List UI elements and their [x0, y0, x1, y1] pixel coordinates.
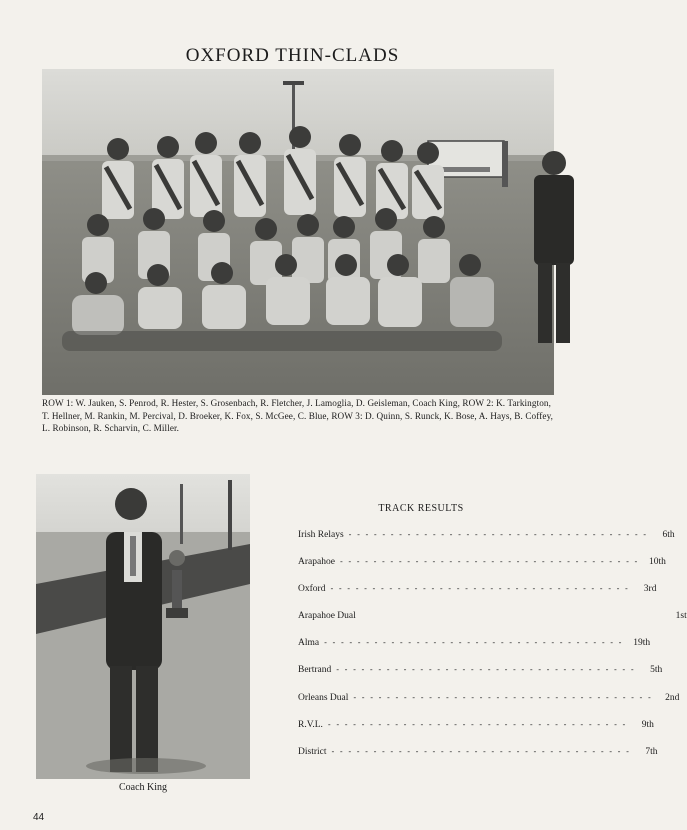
- track-results-title: TRACK RESULTS: [378, 503, 464, 514]
- track-results-list: [298, 530, 687, 774]
- result-meet: Orleans Dual: [298, 692, 349, 703]
- result-meet: Oxford: [298, 584, 326, 595]
- result-row: [298, 611, 687, 638]
- result-place: 3rd: [643, 584, 657, 595]
- result-meet: Irish Relays: [298, 530, 344, 540]
- coach-photo: [36, 474, 250, 779]
- result-place: 9th: [641, 719, 654, 730]
- result-row: [298, 584, 657, 611]
- leader-dashes: ------------------------------------: [323, 638, 627, 648]
- result-meet: Bertrand: [298, 665, 332, 676]
- leader-dashes: ------------------------------------: [335, 665, 639, 675]
- result-place: 5th: [650, 665, 663, 676]
- result-row: [298, 665, 663, 692]
- result-place: 6th: [662, 530, 675, 540]
- result-row: [298, 719, 654, 747]
- result-meet: Arapahoe Dual: [298, 611, 356, 622]
- team-photo: [42, 69, 554, 395]
- leader-dashes: ------------------------------------: [330, 746, 634, 756]
- result-meet: Arapahoe: [298, 557, 335, 568]
- result-row: [298, 530, 675, 557]
- page-title: OXFORD THIN-CLADS: [185, 44, 400, 66]
- coach-photo-caption: Coach King: [118, 782, 168, 793]
- leader-dashes: ------------------------------------: [326, 719, 630, 729]
- result-place: 7th: [645, 746, 658, 757]
- leader-dashes: ------------------------------------: [338, 557, 642, 567]
- result-row: [298, 557, 666, 584]
- result-place: 19th: [633, 638, 651, 649]
- result-place: 1st: [675, 611, 687, 622]
- leader-dashes: ------------------------------------: [352, 692, 656, 702]
- page-number: 44: [33, 812, 45, 823]
- leader-dashes: ------------------------------------: [329, 584, 633, 594]
- result-row: [298, 746, 658, 774]
- result-row: [298, 692, 680, 720]
- result-place: 10th: [649, 557, 666, 568]
- leader-dashes: ------------------------------------: [347, 530, 651, 539]
- result-meet: District: [298, 746, 327, 757]
- team-photo-caption: ROW 1: W. Jauken, S. Penrod, R. Hester, S. Grosenbach, R. Fletcher, J. Lamoglia, D. Geisleman, Coach King, ROW 2: K. Tarkington, T. Hellner, M. Rankin, M. Percival, D. Broeker, K. Fox, S. McGee, C. Blue, ROW 3: D. Quinn, S. Runck, K. Bose, A. Hays, B. Coffey, L. Robinson, R. Scharvin, C. Miller.: [42, 398, 554, 433]
- result-row: [298, 638, 651, 665]
- result-meet: Alma: [298, 638, 320, 649]
- result-meet: R.V.L.: [298, 719, 323, 730]
- result-place: 2nd: [665, 692, 680, 703]
